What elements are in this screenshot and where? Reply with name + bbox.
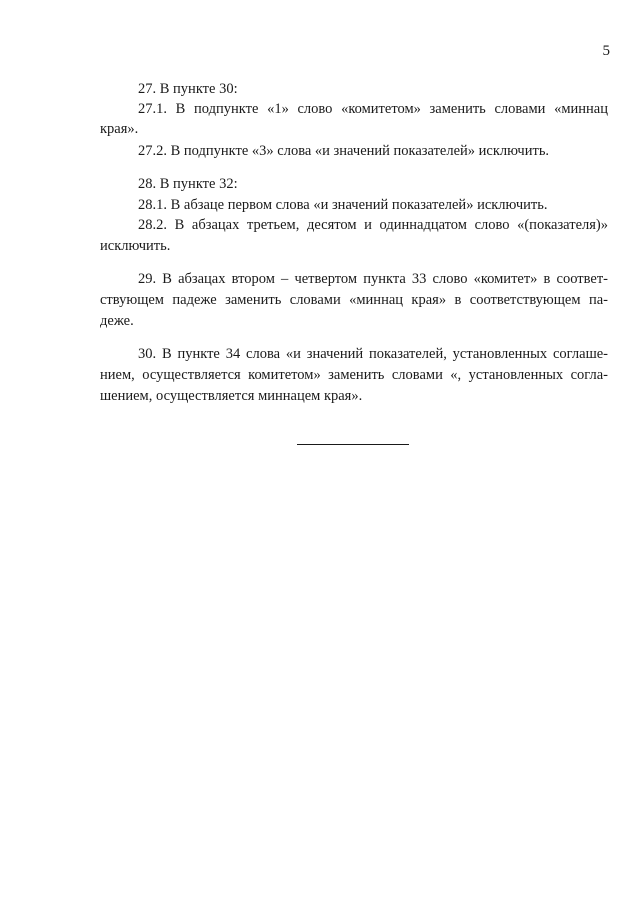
item-30-line-3: шением, осуществляется миннацем края». [100, 388, 363, 404]
item-29-line-3: деже. [100, 313, 134, 329]
item-29-line-1: 29. В абзацах втором – четвертом пункта 33 слово «комитет» в соответ- [138, 271, 608, 287]
item-28-2-line-1: 28.2. В абзацах третьем, десятом и одиннадцатом слово «(показателя)» [138, 217, 608, 233]
item-28-2-line-2: исключить. [100, 238, 171, 254]
item-30-line-2: нием, осуществляется комитетом» заменить словами «, установленных согла- [100, 367, 608, 383]
item-29-line-2: ствующем падеже заменить словами «миннац края» в соответствующем па- [100, 292, 608, 308]
item-28-1-line-1: 28.1. В абзаце первом слова «и значений показателей» исключить. [138, 197, 548, 213]
item-27-1-line-1: 27.1. В подпункте «1» слово «комитетом» заменить словами «миннац [138, 101, 608, 117]
page-number: 5 [602, 43, 610, 59]
item-27-heading: 27. В пункте 30: [138, 81, 238, 97]
end-of-document-rule [297, 444, 409, 445]
item-30-line-1: 30. В пункте 34 слова «и значений показателей, установленных соглаше- [138, 346, 608, 362]
item-28-heading: 28. В пункте 32: [138, 176, 238, 192]
item-27-1-line-2: края». [100, 121, 139, 137]
item-27-2-line-1: 27.2. В подпункте «3» слова «и значений показателей» исключить. [138, 143, 550, 159]
